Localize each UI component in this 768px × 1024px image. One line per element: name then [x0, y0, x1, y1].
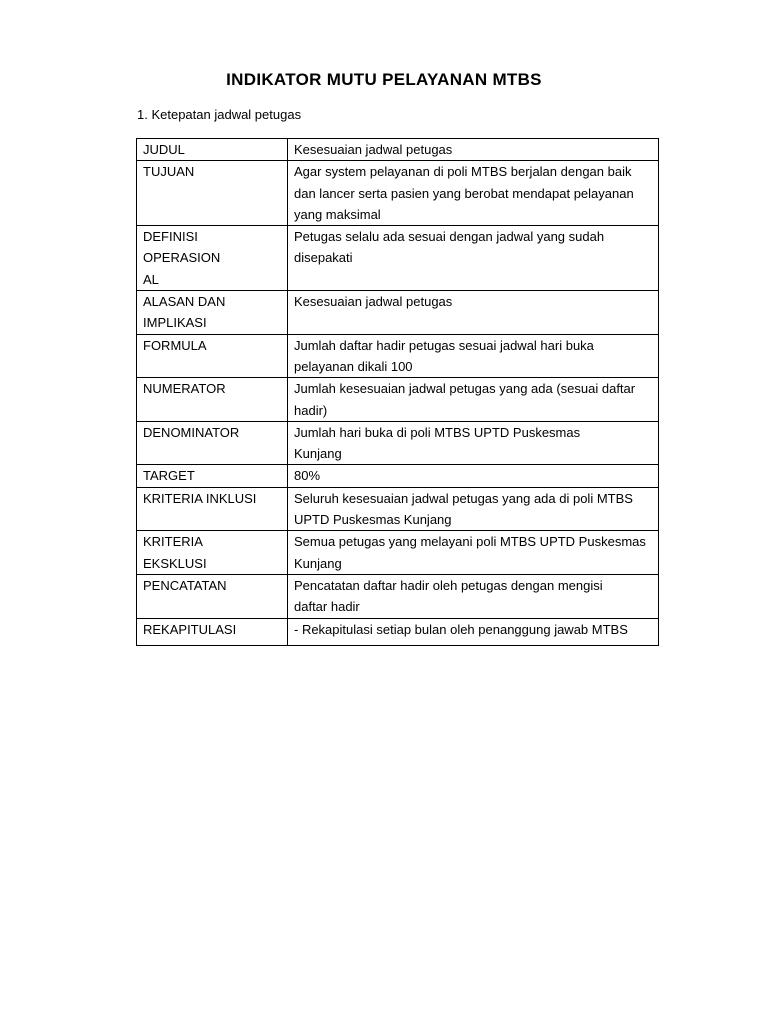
table-row [137, 465, 659, 487]
table-row [137, 334, 659, 378]
row-value-rekapitulasi [288, 618, 659, 645]
row-value-alasan-dan-implikasi: Kesesuaian jadwal petugas [288, 291, 659, 335]
table-row [137, 291, 659, 335]
row-value-definisi-operasional: Petugas selalu ada sesuai dengan jadwal yang sudah disepakati [288, 226, 659, 291]
table-row [137, 531, 659, 575]
row-value-numerator: Jumlah kesesuaian jadwal petugas yang ada (sesuai daftar hadir) [288, 378, 659, 422]
row-label-kriteria-eksklusi: KRITERIA EKSKLUSI [137, 531, 288, 575]
row-value-kriteria-eksklusi: Semua petugas yang melayani poli MTBS UPTD Puskesmas Kunjang [288, 531, 659, 575]
row-value-formula: Jumlah daftar hadir petugas sesuai jadwal hari buka pelayanan dikali 100 [288, 334, 659, 378]
table-row [137, 161, 659, 226]
row-value-pencatatan: Pencatatan daftar hadir oleh petugas dengan mengisi daftar hadir [288, 574, 659, 618]
row-label-tujuan: TUJUAN [137, 161, 288, 226]
row-label-definisi-operasional: DEFINISI OPERASIONAL [137, 226, 288, 291]
table-row [137, 378, 659, 422]
row-value-tujuan: Agar system pelayanan di poli MTBS berjalan dengan baik dan lancer serta pasien yang berobat mendapat pelayanan yang maksimal [288, 161, 659, 226]
row-label-judul: JUDUL [137, 139, 288, 161]
row-value-denominator: Jumlah hari buka di poli MTBS UPTD Puskesmas Kunjang [288, 421, 659, 465]
table-row [137, 139, 659, 161]
table-row [137, 618, 659, 645]
row-label-formula: FORMULA [137, 334, 288, 378]
row-label-denominator: DENOMINATOR [137, 421, 288, 465]
rekapitulasi-text: - Rekapitulasi setiap bulan oleh penanggung jawab MTBS [294, 621, 628, 637]
row-label-kriteria-inklusi: KRITERIA INKLUSI [137, 487, 288, 531]
row-label-numerator: NUMERATOR [137, 378, 288, 422]
row-value-kriteria-inklusi: Seluruh kesesuaian jadwal petugas yang ada di poli MTBS UPTD Puskesmas Kunjang [288, 487, 659, 531]
table-row [137, 574, 659, 618]
row-label-pencatatan: PENCATATAN [137, 574, 288, 618]
table-row [137, 421, 659, 465]
indicator-table [136, 138, 659, 646]
document-title: INDIKATOR MUTU PELAYANAN MTBS [226, 70, 542, 89]
row-value-target: 80% [288, 465, 659, 487]
table-row [137, 226, 659, 291]
row-value-judul: Kesesuaian jadwal petugas [288, 139, 659, 161]
row-label-rekapitulasi: REKAPITULASI [137, 618, 288, 645]
row-label-alasan-dan-implikasi: ALASAN DAN IMPLIKASI [137, 291, 288, 335]
section-heading: 1. Ketepatan jadwal petugas [137, 107, 302, 122]
row-label-target: TARGET [137, 465, 288, 487]
table-row [137, 487, 659, 531]
